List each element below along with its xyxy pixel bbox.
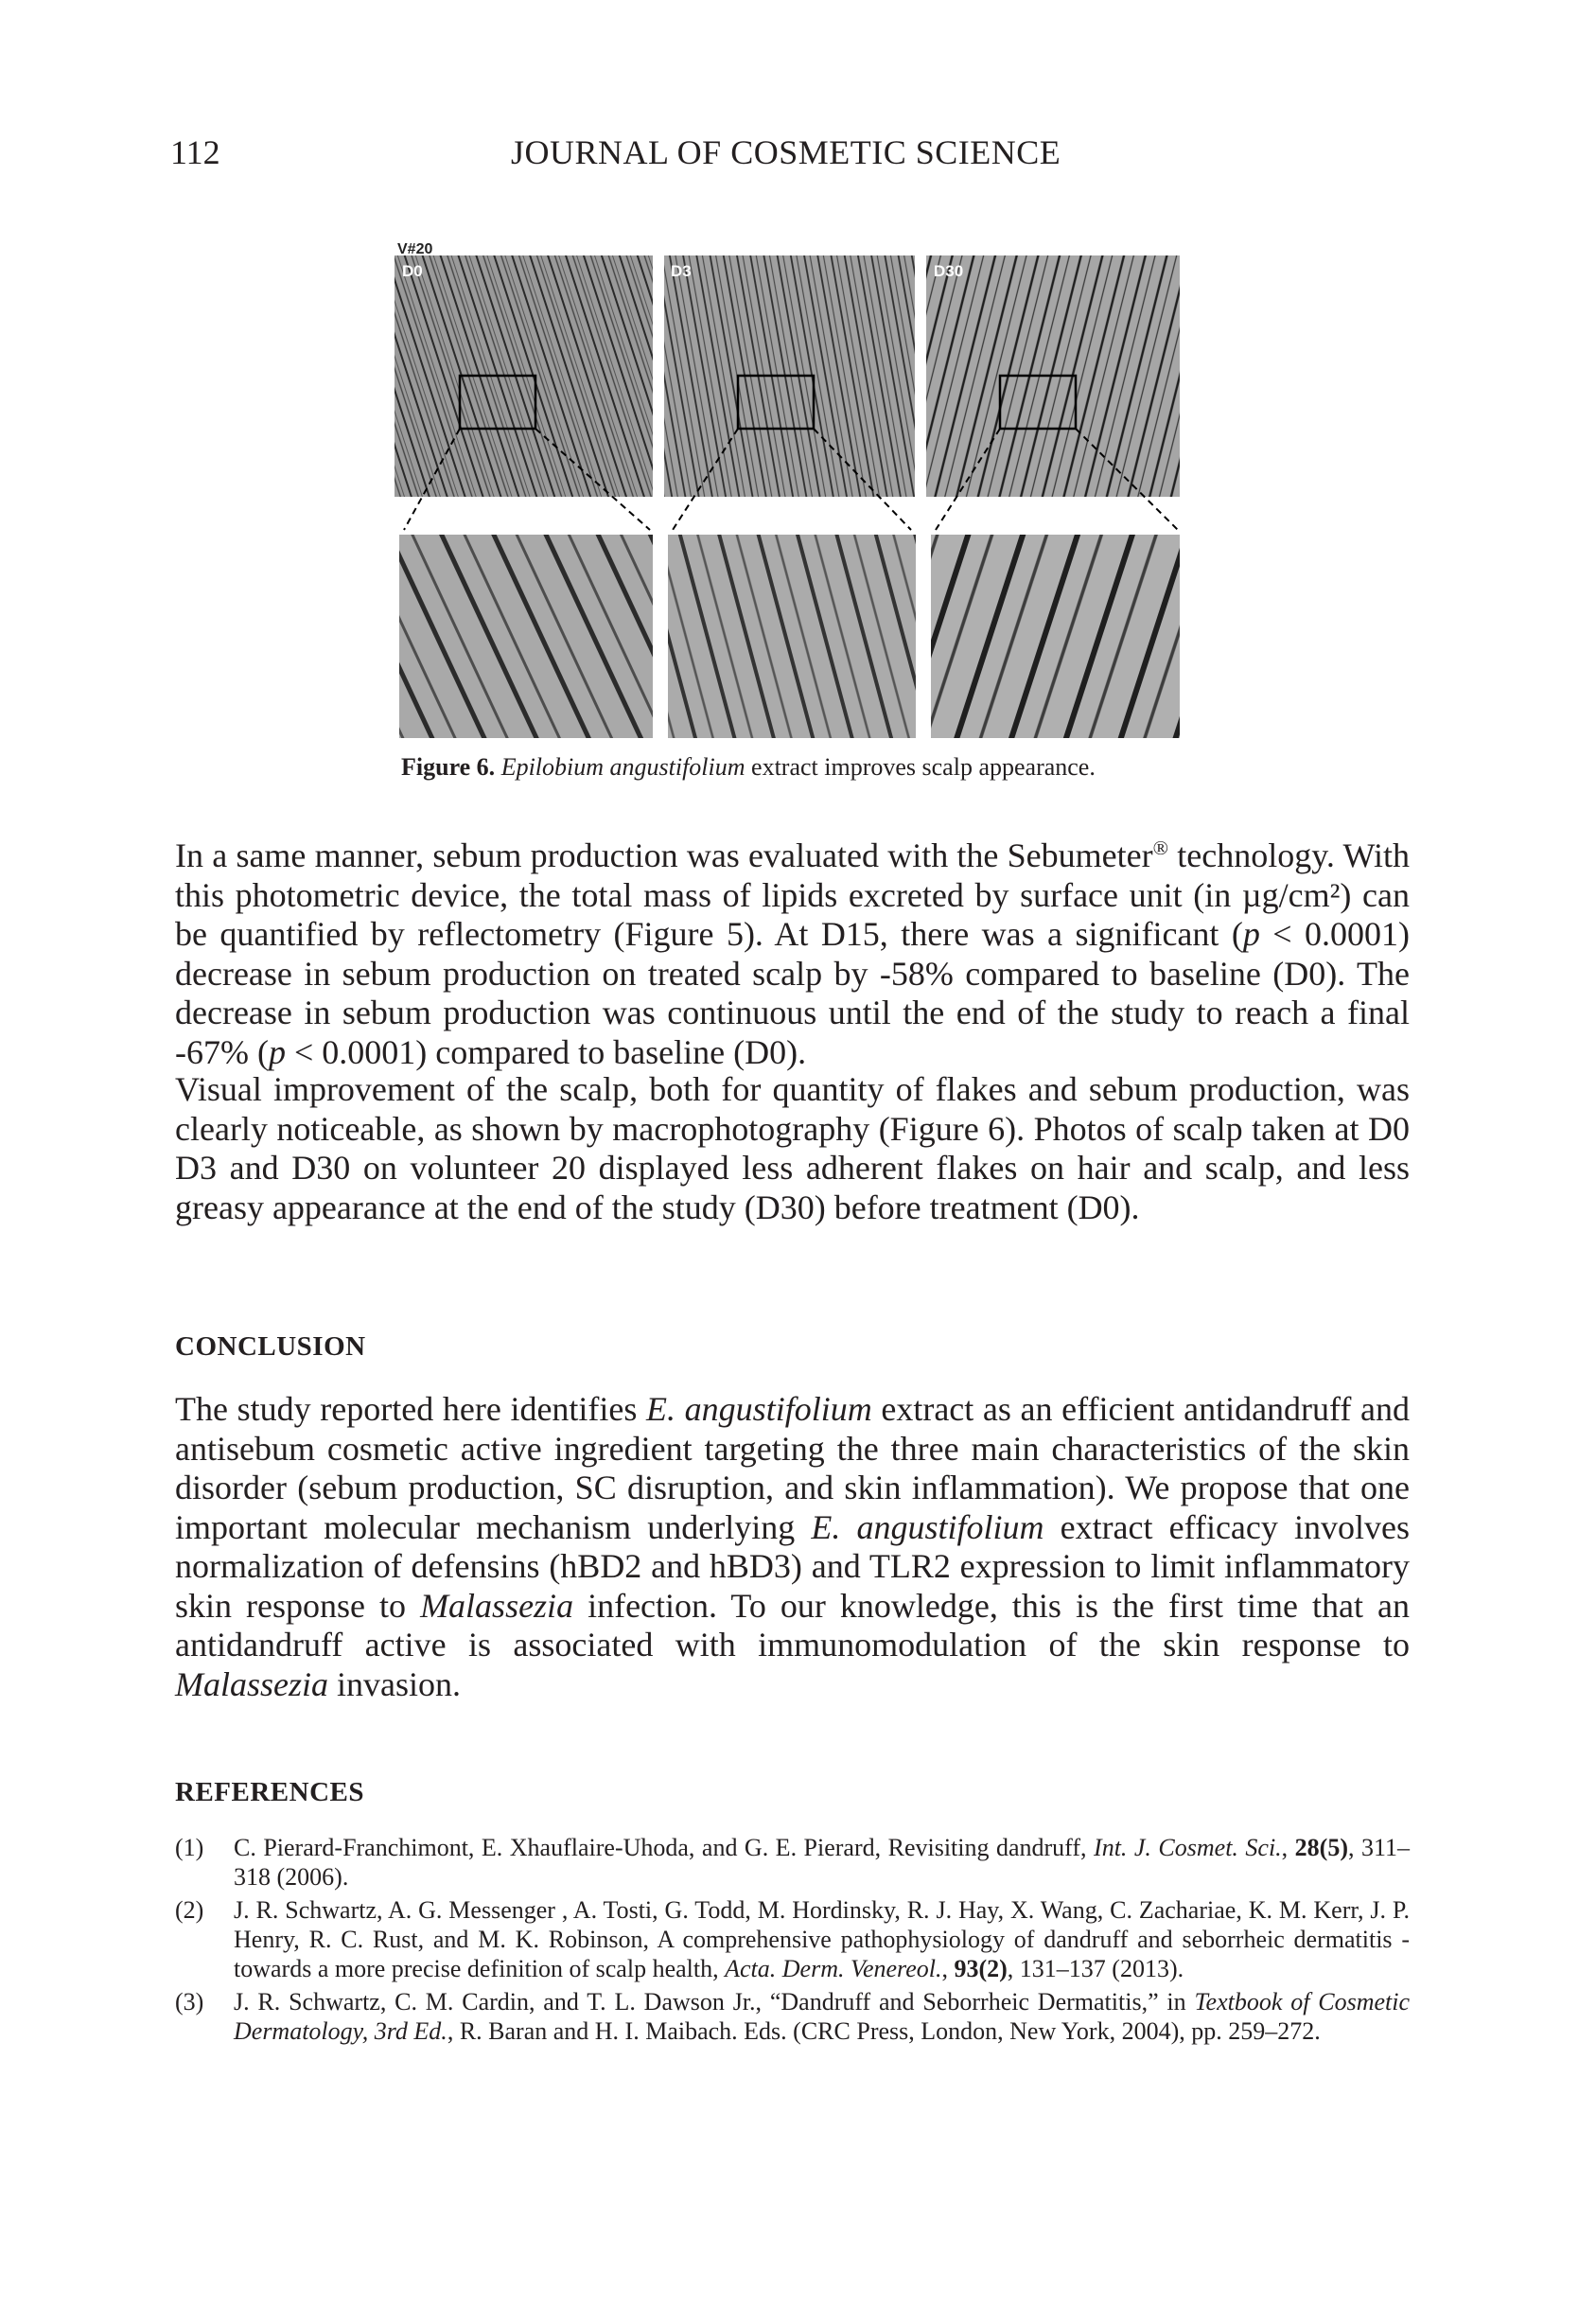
caption-text: extract improves scalp appearance.	[745, 753, 1096, 781]
reference-list	[175, 1833, 1410, 2050]
panel-label-d3: D3	[671, 262, 692, 280]
figure-6-photo-panel	[395, 237, 1180, 738]
volunteer-label: V#20	[397, 241, 433, 257]
reference-3: (3) J. R. Schwartz, C. M. Cardin, and T. L. Dawson Jr., “Dandruff and Seborrheic Dermatitis,” in Textbook of Cosmetic Dermatology, 3rd Ed., R. Baran and H. I. Maibach. Eds. (CRC Press, London, New York, 2004), pp. 259–272.	[175, 1988, 1411, 2045]
paragraph-visual-improvement: Visual improvement of the scalp, both for quantity of flakes and sebum production, was clearly noticeable, as shown by macrophotography (Figure 6). Photos of scalp taken at D0 D3 and D30 on volunteer 20 displayed less adherent flakes on hair and scalp, and less greasy appearance at the end of the study (D30) before treatment (D0).	[175, 1070, 1410, 1226]
running-header: JOURNAL OF COSMETIC SCIENCE	[511, 133, 1061, 171]
paragraph-conclusion: The study reported here identifies E. angustifolium extract as an efficient antidandruff and antisebum cosmetic active ingredient targeting the three main characteristics of the skin disorder (sebum production, SC disruption, and skin inflammation). We propose that one important molecular mechanism underlying E. angustifolium extract efficacy involves normalization of defensins (hBD2 and hBD3) and TLR2 expression to limit inflammatory skin response to Malassezia infection. To our knowledge, this is the first time that an antidandruff active is associated with immunomodulation of the skin response to Malassezia invasion.	[175, 1390, 1410, 1703]
reference-1: (1) C. Pierard-Franchimont, E. Xhauflaire-Uhoda, and G. E. Pierard, Revisiting dandruff, Int. J. Cosmet. Sci., 28(5), 311–318 (2006).	[175, 1834, 1411, 1891]
references-heading: REFERENCES	[175, 1777, 364, 1807]
caption-label: Figure 6.	[401, 753, 496, 781]
panel-d0-zoom	[399, 535, 653, 738]
page-number: 112	[170, 133, 220, 171]
panel-d3-zoom	[668, 535, 916, 738]
panel-label-d30: D30	[934, 262, 964, 280]
conclusion-heading: CONCLUSION	[175, 1331, 366, 1362]
panel-d30-zoom	[931, 535, 1180, 738]
panel-label-d0: D0	[402, 262, 423, 280]
caption-species: Epilobium angustifolium	[500, 753, 745, 781]
figure-caption	[401, 753, 1096, 782]
paragraph-sebum: In a same manner, sebum production was evaluated with the Sebumeter® technology. With this photometric device, the total mass of lipids excreted by surface unit (in µg/cm²) can be quantified by reflectometry (Figure 5). At D15, there was a significant (p < 0.0001) decrease in sebum production on treated scalp by -58% compared to baseline (D0). The decrease in sebum production was continuous until the end of the study to reach a final -67% (p < 0.0001) compared to baseline (D0).	[175, 836, 1411, 1071]
reference-2: (2) J. R. Schwartz, A. G. Messenger , A. Tosti, G. Todd, M. Hordinsky, R. J. Hay, X. Wang, C. Zachariae, K. M. Kerr, J. P. Henry, R. C. Rust, and M. K. Robinson, A comprehensive pathophysiology of dandruff and seborrheic dermatitis - towards a more precise definition of scalp health, Acta. Derm. Venereol., 93(2), 131–137 (2013).	[175, 1896, 1410, 1982]
